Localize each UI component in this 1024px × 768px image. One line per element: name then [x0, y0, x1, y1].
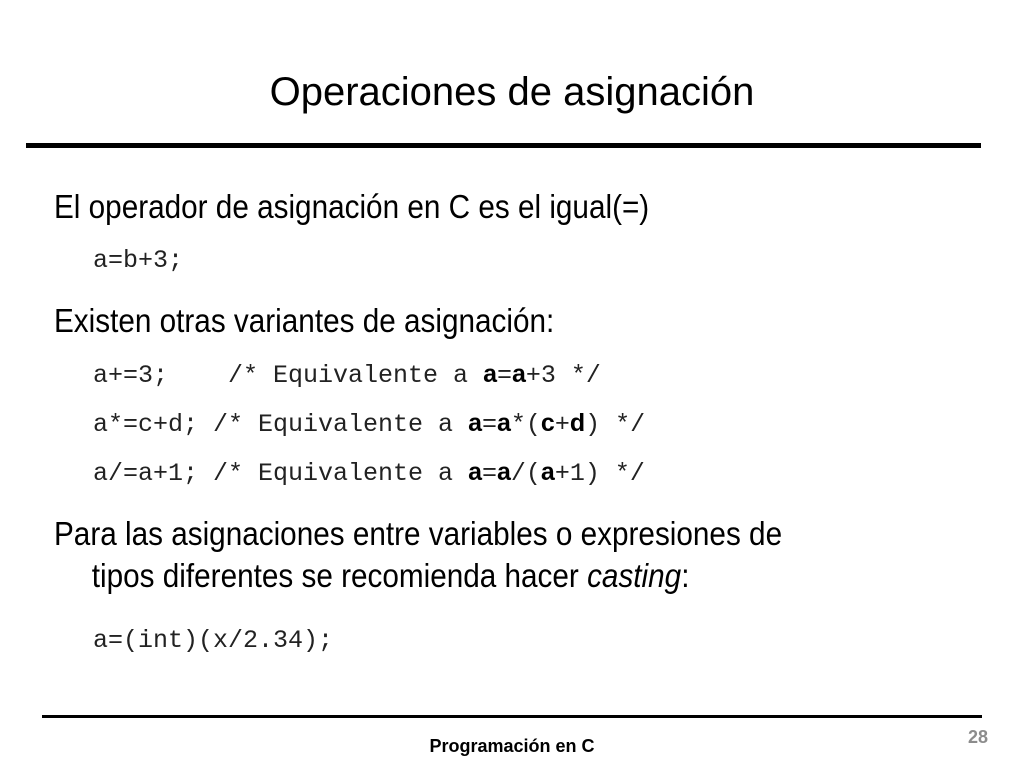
bullet-variants [54, 300, 554, 342]
code-text: *( [510, 410, 541, 439]
code-var-bold: a [512, 360, 526, 388]
code-text: +1) */ [554, 459, 645, 488]
slide-title: Operaciones de asignación [269, 70, 755, 114]
code-line-mul-assign [93, 408, 645, 440]
code-var-bold: d [569, 409, 586, 437]
code-line-div-assign [93, 457, 645, 489]
code-text: + [554, 410, 570, 439]
code-text: a+=3; /* Equivalente a [93, 361, 484, 390]
footer-divider [42, 715, 982, 718]
bullet-text: tipos diferentes se recomienda hacer [91, 557, 588, 594]
code-text: +3 */ [525, 361, 601, 390]
code-var-bold: c [540, 409, 555, 437]
code-text: = [481, 410, 497, 439]
title-divider [26, 143, 981, 148]
code-text: ) */ [585, 410, 646, 439]
code-line-assignment: a=b+3; [93, 246, 184, 275]
bullet-text-line2 [54, 555, 782, 597]
code-text: = [481, 459, 497, 488]
code-var-bold: a [483, 360, 497, 388]
code-text: /( [510, 459, 541, 488]
bullet-text: Existen otras variantes de asignación: [54, 302, 555, 339]
bullet-text: El operador de asignación en C es el igual(=) [54, 188, 650, 225]
code-var-bold: a [496, 458, 511, 486]
code-line-add-assign [93, 359, 601, 391]
code-var-bold: a [468, 458, 482, 486]
code-line-cast: a=(int)(x/2.34); [93, 626, 334, 655]
bullet-text: : [681, 557, 690, 594]
bullet-operator [54, 186, 649, 228]
page-number: 28 [967, 727, 988, 747]
code-var-bold: a [496, 409, 511, 437]
bullet-casting [54, 513, 782, 597]
bullet-text-line1: Para las asignaciones entre variables o expresiones de [54, 515, 783, 552]
bullet-emphasis: casting [587, 557, 682, 594]
footer-title: Programación en C [429, 736, 595, 756]
code-text: a/=a+1; /* Equivalente a [93, 459, 469, 488]
code-var-bold: a [468, 409, 482, 437]
code-text: = [496, 361, 512, 390]
code-var-bold: a [540, 458, 555, 486]
code-text: a*=c+d; /* Equivalente a [93, 410, 469, 439]
